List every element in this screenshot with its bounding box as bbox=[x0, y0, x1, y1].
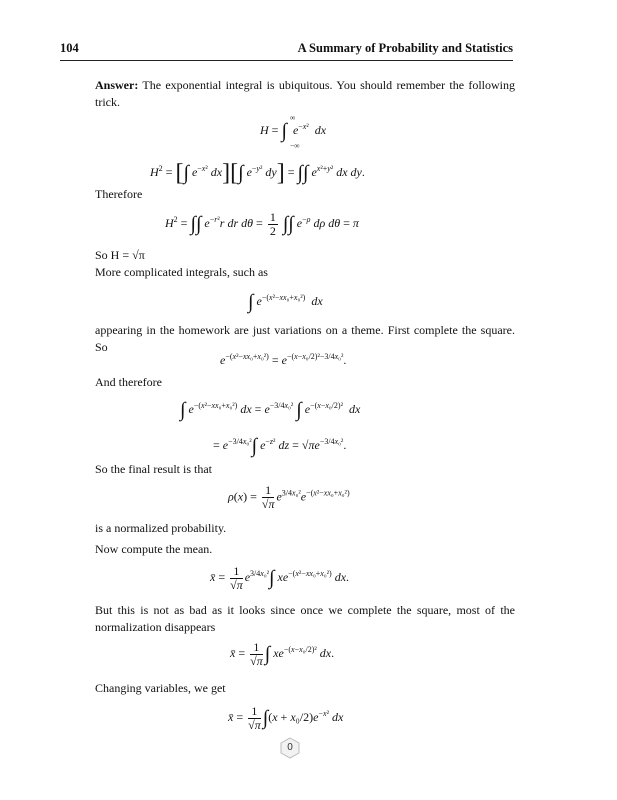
page-number: 104 bbox=[60, 41, 79, 55]
equation-2: $H^2$ = [∫ $e^{-x^2}$ dx][∫ $e^{-y^2}$ dy] = ∫∫ $e^{x^2+y^2}$ dx dy. bbox=[150, 160, 365, 186]
para-more-complicated: More complicated integrals, such as bbox=[95, 265, 268, 279]
para-therefore: Therefore bbox=[95, 187, 143, 201]
equation-1: H = ∫ ∞ −∞ $e^{-x^2}$ dx bbox=[260, 113, 327, 150]
para-appearing: appearing in the homework are just variations on a theme. First complete the square. So bbox=[95, 323, 515, 354]
equation-9: x̄ = $\frac{1}{√\pi}$ $e^{3/4x_0^2}\int$ $xe^{-(x^2-xx_0+x_0^2)}$ dx. bbox=[210, 563, 350, 592]
equation-8: ρ(x) = $\frac{1}{√\pi}$ $e^{3/4x_0^2}e^{-(x^2-xx_0+x_0^2)}$ bbox=[228, 483, 350, 511]
equation-6: ∫ $e^{-(x^2-xx_0+x_0^2)}$ dx = $e^{-3/4x_0^2}$ ∫ $e^{-(x-x_0/2)^2}$ dx bbox=[180, 399, 361, 421]
page-badge-label[interactable]: 0 bbox=[287, 742, 293, 753]
chapter-title: A Summary of Probability and Statistics bbox=[297, 41, 513, 55]
para-not-as-bad: But this is not as bad as it looks since once we complete the square, most of the normalization disappears bbox=[95, 603, 515, 634]
equation-7: = $e^{-3/4x_0^2}\int$ $e^{-z^2}$ dz = $√\pi e^{-3/4x_0^2}$. bbox=[213, 435, 347, 457]
equation-5: $e^{-(x^2-xx_0+x_0^2)} = e^{-(x-x_0/2)^2-3/4x_0^2}$. bbox=[220, 352, 347, 367]
equation-4: ∫ $e^{-(x^2-xx_0+x_0^2)}$ dx bbox=[248, 291, 323, 313]
header-rule bbox=[60, 60, 513, 61]
para-final-result: So the final result is that bbox=[95, 462, 212, 476]
para-so-h: So H = √π bbox=[95, 248, 145, 262]
para-changing-vars: Changing variables, we get bbox=[95, 681, 226, 695]
answer-paragraph bbox=[95, 77, 515, 110]
answer-text: The exponential integral is ubiquitous. You should remember the following trick. bbox=[95, 78, 515, 109]
para-and-therefore: And therefore bbox=[95, 375, 162, 389]
answer-label: Answer: bbox=[95, 78, 139, 92]
equation-10: x̄ = $\frac{1}{√\pi}$ ∫ $xe^{-(x-x_0/2)^2}$ dx. bbox=[230, 639, 335, 668]
para-normalized: is a normalized probability. bbox=[95, 521, 227, 535]
equation-3: $H^2$ = ∫∫ $e^{-r^2}r$ dr dθ = $\frac{1}{2}$ ∫∫ $e^{-\rho}$ dρ dθ = π bbox=[165, 209, 359, 238]
equation-11: x̄ = $\frac{1}{√\pi}$ $\int(x + x_0/2)e^{-x^2}$ dx bbox=[228, 703, 344, 732]
para-compute-mean: Now compute the mean. bbox=[95, 542, 213, 556]
